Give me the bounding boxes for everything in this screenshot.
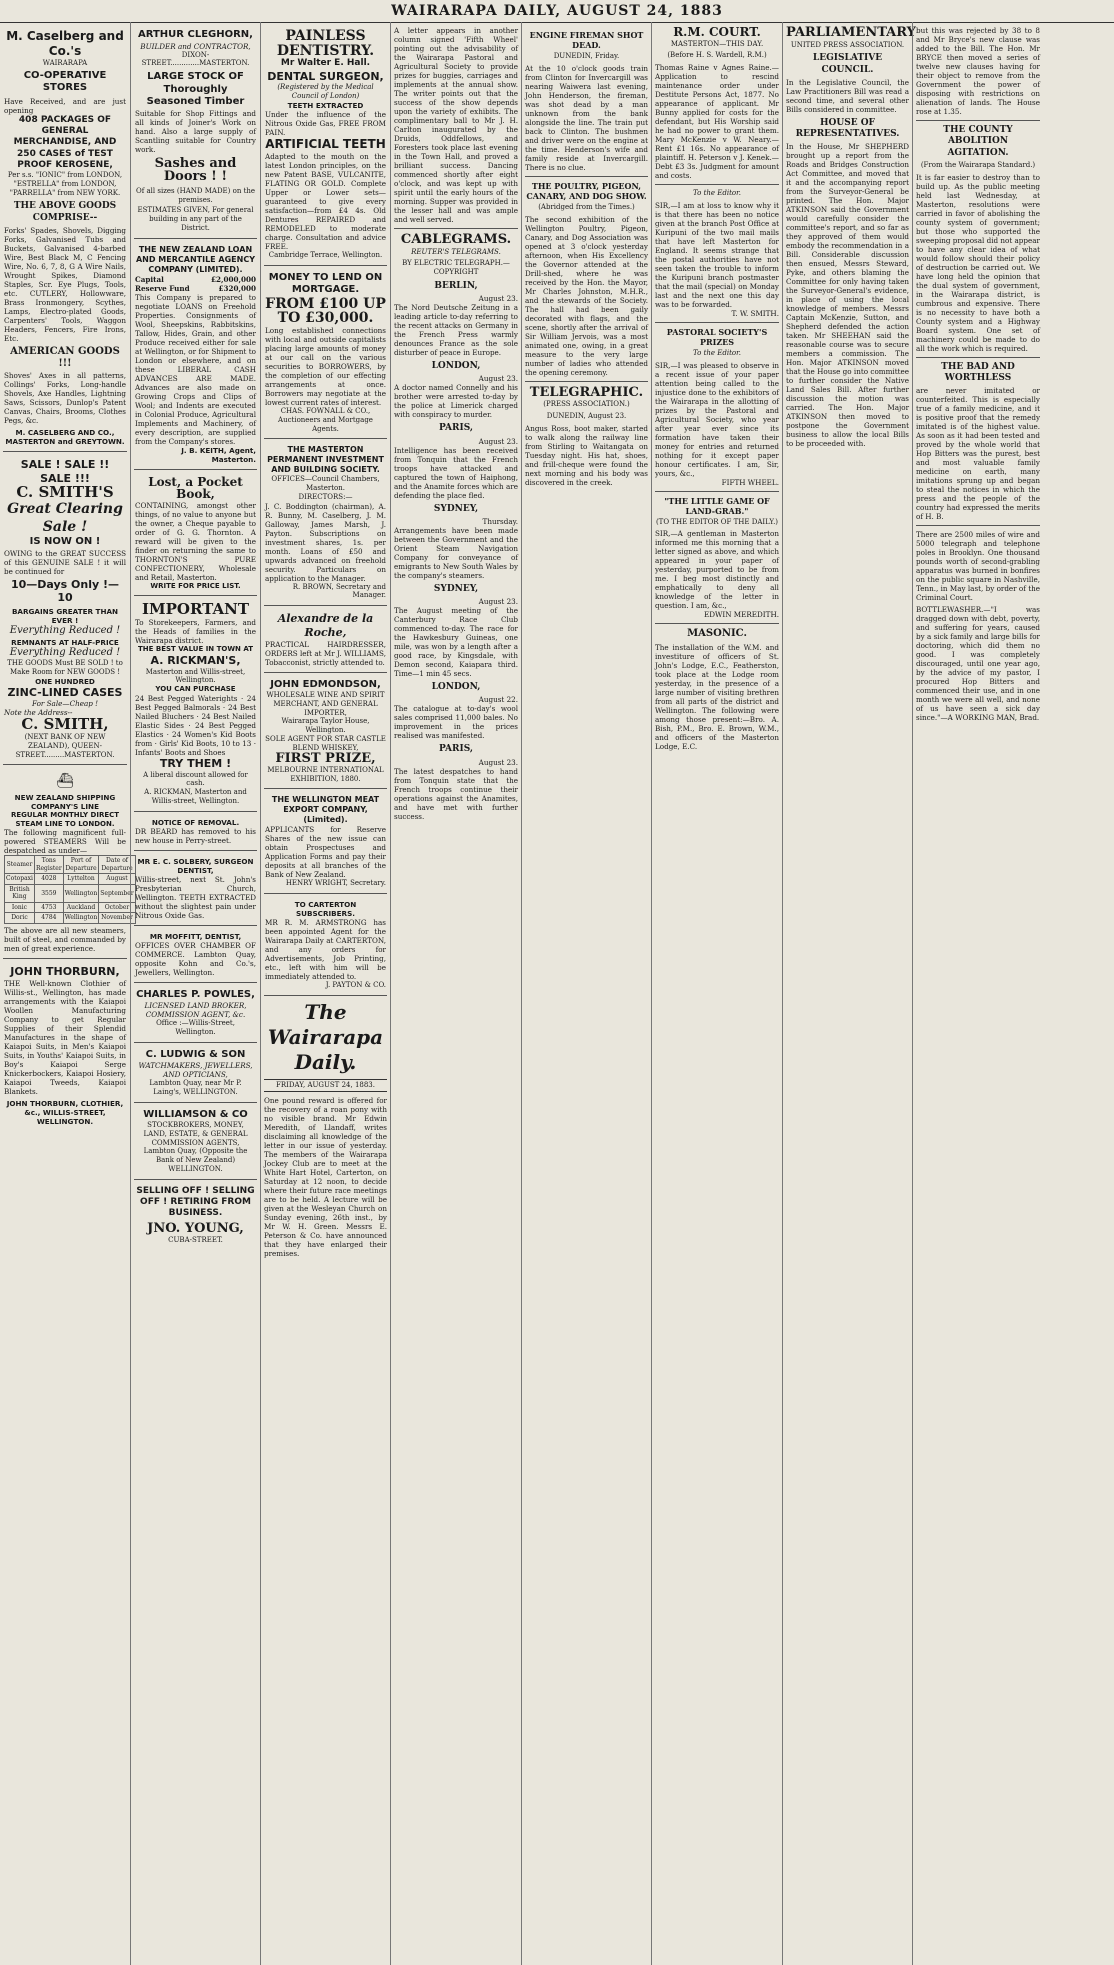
mortgage-title: MONEY TO LEND ON MORTGAGE. (268, 271, 383, 296)
hall-reg: (Registered by the Medical Council of London) (277, 83, 374, 101)
cleghorn-sashes-sub: Of all sizes (HAND MADE) on the premises. (135, 186, 256, 204)
moffitt-ad (134, 929, 257, 983)
loan-capital-row (135, 275, 256, 284)
shipping-body: The following magnificent full-powered STEAMERS Will be despatched as under— (4, 828, 126, 856)
house-title: HOUSE OF REPRESENTATIVES. (795, 117, 900, 140)
loan-reserve-label: Reserve Fund (135, 283, 190, 293)
items-body: There are 2500 miles of wire and 5000 telegraph and telephone poles in Brooklyn. One thousand pounds worth of second-grabling apparatus was burned in bonfires on the public square in Nashville, Tenn., in May last, by order of the Criminal Court. (916, 530, 1040, 602)
rickman-title: IMPORTANT (141, 600, 250, 619)
edmondson-agent: SOLE AGENT FOR STAR CASTLE BLEND WHISKEY, (265, 734, 386, 752)
table-cell: 4784 (34, 913, 63, 924)
smith-note: Note the Address-- (4, 708, 73, 718)
letter-body: SIR,—I am at loss to know why it is that there has been no notice given at the branch Post Office at Kuripuni of the two mail mails that have left Masterton for England. It seems strange that the postal authorities have not seen taken the trouble to inform the Kuripuni branch postmaster that the mail (special) on Monday last and the next one this day was to be forwarded. (655, 200, 779, 309)
table-cell: 4028 (34, 874, 63, 885)
table-cell: 3559 (34, 884, 63, 902)
column-8 (912, 22, 1043, 1965)
cable-story: Intelligence has been received from Tonquin that the French troops have attacked and captured the town of Haiphong, and the Anamite forces which are defending the place fled. (394, 445, 518, 500)
loan-reserve-value: £320,000 (218, 283, 256, 293)
column-4 (390, 22, 521, 1965)
column-3 (260, 22, 390, 1965)
dateline-date: Thursday. (482, 516, 518, 526)
meat-export-foot: HENRY WRIGHT, Secretary. (285, 879, 386, 888)
powles-title: LICENSED LAND BROKER, COMMISSION AGENT, &c. (144, 1001, 247, 1020)
masonic-title: MASONIC. (687, 628, 747, 640)
shipping-title: NEW ZEALAND SHIPPING COMPANY'S LINE (14, 792, 116, 811)
letter-title: To the Editor. (693, 189, 741, 198)
smith-hundred: ONE HUNDRED (35, 676, 95, 686)
hall-address: Cambridge Terrace, Wellington. (268, 250, 383, 259)
building-society-ad (264, 442, 387, 606)
telegraphic-date: DUNEDIN, August 23. (546, 411, 627, 420)
smith-reduced: Everything Reduced ! (9, 625, 121, 636)
land-grab-sign: EDWIN MEREDITH. (703, 610, 779, 620)
table-cell: Lyttelton (63, 874, 99, 885)
cable-story: The August meeting of the Canterbury Race Club commenced to-day. The race for the Hawkesbury Guineas, one mile, was won by a length after a good race, by Kingsdale, with Demon second, Kaiapara third. Time—1 min 45 secs. (394, 606, 518, 679)
ludwig-ad (134, 1046, 257, 1103)
shipping-table (4, 855, 136, 924)
parliamentary-sub: UNITED PRESS ASSOCIATION. (790, 40, 905, 49)
edmondson-address: Wairarapa Taylor House, Wellington. (281, 717, 370, 734)
land-grab-body: SIR,—A gentleman in Masterton informed me this morning that a letter signed as above, and which appeared in your paper of yesterday, purported to be from me. I beg most distinctly and emphatically to deny all knowledge of the letter in question. I am, &c., (655, 529, 779, 611)
court-body: Thomas Raine v Agnes Raine.—Application to rescind maintenance order under Destitute Persons Act, 1877. No appearance of applicant. Mr Bunny applied for costs for the defendant, but His Worship said he had no power to grant them. Mary McKenzie v W. Neary.—Rent £1 16s. No appearance of plaintiff. H. Peterson v J. Kenek.—Debt £3 3s. Judgment for amount and costs. (655, 63, 779, 181)
meat-export-title: THE WELLINGTON MEAT EXPORT COMPANY, (Limited). (271, 795, 380, 825)
removal-ad (134, 815, 257, 851)
table-row (5, 884, 136, 902)
table-cell: November (99, 913, 135, 924)
dateline-date: August 23. (478, 757, 518, 767)
hall-title: PAINLESS DENTISTRY. (276, 28, 375, 59)
court-before: (Before H. S. Wardell, R.M.) (667, 51, 767, 60)
bad-worthless-title: THE BAD AND WORTHLESS (941, 361, 1015, 383)
caselberg-packages: 408 PACKAGES OF GENERAL MERCHANDISE, AND (13, 114, 117, 148)
mortgage-ad (264, 269, 387, 440)
williamson-ad (134, 1106, 257, 1180)
solbery-body: Willis-street, next St. John's Presbyterian Church, Wellington. TEETH EXTRACTED without the slightest pain under Nitrous Oxide Gas. (135, 874, 256, 920)
young-address: CUBA-STREET. (168, 1236, 223, 1245)
caselberg-ad (3, 26, 127, 452)
rickman-address: Masterton and Willis-street, Wellington. (145, 667, 246, 685)
removal-body: DR BEARD has removed to his new house in Perry-street. (135, 826, 256, 845)
loan-agency-title: THE NEW ZEALAND LOAN AND MERCANTILE AGENCY COMPANY (LIMITED). (135, 244, 256, 274)
carterton-body: MR R. M. ARMSTRONG has been appointed Agent for the Wairarapa Daily at CARTERTON, and any orders for Advertisements, Job Printing, etc., left with him will be immediately attended to. (265, 918, 386, 982)
cleghorn-stock: LARGE STOCK OF Thoroughly Seasoned Timber (146, 71, 245, 107)
shipping-regular: REGULAR MONTHLY DIRECT STEAM LINE TO LONDON. (10, 810, 120, 828)
news-body: A letter appears in another column signed 'Fifth Wheel' pointing out the advisability of the Wairarapa Pastoral and Agricultural Society to provide prizes for buggies, carriages and implements at the annual show. The writer points out that the success of the show depends upon the variety of exhibits. The complimentary ball to Mr J. H. Carlton inaugurated by the Druids, Oddfellows, and Foresters took place last evening in the Town Hall, and proved a brilliant success. Dancing commenced shortly after eight o'clock, and was kept up with spirit until the early hours of the morning. Supper was provided in the lesser hall and was ample and well served. (394, 26, 518, 224)
smith-sale: SALE ! SALE !! SALE !!! (20, 457, 110, 485)
fireman-title: ENGINE FIREMAN SHOT DEAD. (529, 30, 644, 50)
ludwig-address: Lambton Quay, near Mr P. Laing's, WELLINGTON. (149, 1079, 242, 1096)
roche-name: Alexandre de la Roche, (277, 612, 374, 639)
edmondson-exhibit: MELBOURNE INTERNATIONAL EXHIBITION, 1880. (267, 765, 384, 783)
caselberg-body: Have Received, and are just opening (4, 96, 126, 115)
pastoral-title: PASTORAL SOCIETY'S PRIZES (666, 326, 768, 347)
smith-reduced-2: Everything Reduced ! (9, 646, 121, 658)
mortgage-foot: CHAS. FOWNALL & CO., Auctioneers and Mortgage Agents. (278, 407, 373, 433)
land-grab-title: "THE LITTLE GAME OF LAND-GRAB." (664, 495, 770, 516)
cable-story: Arrangements have been made between the Government and the Orient Steam Navigation Company for conveyance of emigrants to New South Wales by the company's steamers. (394, 525, 518, 580)
meat-export-body: APPLICANTS for Reserve Shares of the new issue can obtain Prospectuses and Application Forms and pay their deposits at all branches of the Bank of New Zealand. (265, 825, 386, 880)
divider (394, 228, 518, 229)
smith-owing: OWING to the GREAT SUCCESS of this GENUINE SALE ! it will be continued for (4, 548, 126, 576)
thorburn-name: JOHN THORBURN, (10, 964, 120, 978)
items-body-2: BOTTLEWASHER.—"I was dragged down with debt, poverty, and suffering for years, caused by a sick family and large bills for doctoring, which did them no good. I was completely discouraged, until one year ago, by the advice of my pastor, I procured Hop Bitters and commenced their use, and in one month we were all well, and none of us have seen a sick day since."—A WORKING MAN, Brad. (916, 605, 1040, 722)
cleghorn-body: Suitable for Shop Fittings and all kinds of Joiner's Work on hand. Also a large supply of Scantling suitable for Country work. (135, 108, 256, 154)
divider (655, 184, 779, 185)
williamson-address: Lambton Quay, (Opposite the Bank of New Zealand) WELLINGTON. (143, 1147, 248, 1173)
poultry-show-title: THE POULTRY, PIGEON, CANARY, AND DOG SHOW. (526, 180, 647, 201)
rickman-body: To Storekeepers, Farmers, and the Heads of families in the Wairarapa district. (135, 618, 256, 646)
thorburn-ad (3, 962, 127, 1131)
house-body: In the House, Mr SHEPHERD brought up a report from the Roads and Bridges Construction Act Committee, and moved that it and the accompanying report from the Surveyor-General be printed. The Hon. Major ATKINSON said the Government would carefully consider the committee's report, and so far as they approved of them would embody the recommendation in a Bill. Considerable discussion then ensued, Messrs Steward, Pyke, and others blaming the Committee for only having taken the Surveyor-General's evidence, in place of using the local knowledge of members. Messrs Captain McKenzie, Sutton, and Shepherd defended the action taken. Mr SHEEHAN said the reasonable course was to secure members a commission. The Hon. Major ATKINSON moved that the House go into committee to further consider the Native Land Sales Bill. After further discussion the motion was carried. The Hon. Major ATKINSON then moved to postpone the Government business to allow the local Bills to be proceeded with. (786, 142, 909, 449)
table-cell: Cotopaxi (6, 875, 33, 883)
parliament-continued: but this was rejected by 38 to 8 and Mr Bryce's new clause was added to the Bill. The Hon. Mr BRYCE then moved a series of twelve new clauses having for their object to remove from the Government the power of disposing with restrictions on alienation of lands. The House rose at 1.35. (916, 26, 1040, 116)
shipping-col-header: Tons Register (35, 857, 62, 872)
pastoral-body: SIR,—I was pleased to observe in a recent issue of your paper attention being called to the injustice done to the exhibitors of the Wairarapa in the allotting of prizes by the Pastoral and Agricultural Society, who year after year ever since its formation have taken their money for entries and returned nothing for it except paper honour certificates. I am, Sir, yours, &c., (655, 360, 779, 478)
young-name: JNO. YOUNG, (147, 1221, 244, 1237)
caselberg-american-body: Shoves' Axes in all patterns, Collings' Forks, Long-handle Shovels, Axe Handles, Lightning Saws, Scissors, Dunlop's Patent Canvas, Chairs, Brooms, Clothes Pegs, &c. (4, 370, 126, 425)
hall-body: Under the influence of the Nitrous Oxide Gas, FREE FROM PAIN. (265, 109, 386, 137)
table-row (5, 874, 136, 885)
carterton-title: TO CARTERTON SUBSCRIBERS. (294, 900, 357, 919)
caselberg-goods-body: Forks' Spades, Shovels, Digging Forks, Galvanised Tubs and Buckets, Galvanised 4-barbed Wire, Best Black M, C Fencing Wire, No. 6, 7, 8, G A Wire Nails, Wrought Spikes, Diamond Staples, Scr. Eye Plugs, Tools, etc. CUTLERY, Hollowware, Brass Ironmongery, Scythes, Lamps, Electro-plated Goods, Carpenters' Tools, Waggon Headers, Fencers, Fire Irons, Etc. (4, 225, 126, 343)
smith-ad (3, 455, 127, 766)
caselberg-footer: M. CASELBERG AND CO., MASTERTON and GREYTOWN. (5, 427, 125, 446)
caselberg-brands: Per s.s. "IONIC" from LONDON, "ESTRELLA" from LONDON, "PARRELLA" from NEW YORK. (7, 171, 123, 197)
roche-body: PRACTICAL HAIRDRESSER, ORDERS left at Mr J. WILLIAMS, Tobacconist, strictly attended to. (265, 639, 386, 667)
legislative-council-body: In the Legislative Council, the Law Practitioners Bill was read a second time, and several other Bills considered in committee. (786, 77, 909, 114)
fireman-sub: DUNEDIN, Friday. (553, 52, 620, 60)
edmondson-trade: WHOLESALE WINE AND SPIRIT MERCHANT, AND GENERAL IMPORTER, (266, 691, 385, 717)
powles-address: Office :—Willis-Street, Wellington. (156, 1019, 235, 1036)
smith-now: IS NOW ON ! (29, 536, 101, 547)
columns (0, 22, 1114, 1965)
column-2 (130, 22, 260, 1965)
pastoral-sub: To the Editor. (693, 348, 741, 357)
removal-title: NOTICE OF REMOVAL. (151, 817, 240, 827)
dateline: LONDON, (431, 361, 481, 372)
building-society-foot: R. BROWN, Secretary and Manager. (292, 582, 386, 600)
rickman-ad (134, 599, 257, 811)
caselberg-american: AMERICAN GOODS !!! (10, 345, 120, 370)
abolition-body: It is far easier to destroy than to build up. As the public meeting held last Wednesday, at Masterton, resolutions were carried in favor of abolishing the county system of government; but those who supported the sweeping proposal did not appear to have any clear idea of what would follow should their policy of destruction be carried out. We have long held the opinion that the dual system of government, in the Wairarapa district, is cumbrous and expensive. There is no necessity to have both a County system and a Highway Board system. One set of machinery could be made to do all the work which is required. (916, 172, 1040, 353)
table-cell: Auckland (63, 902, 99, 913)
hall-artificial: ARTIFICIAL TEETH (265, 136, 386, 151)
powles-name: CHARLES P. POWLES, (136, 988, 255, 1000)
cleghorn-estimates: ESTIMATES GIVEN, For general building in any part of the District. (137, 206, 254, 232)
pastoral-sign: FIFTH WHEEL. (721, 477, 779, 487)
smith-goods: THE GOODS Must BE SOLD ! to Make Room for NEW GOODS ! (7, 659, 123, 676)
bad-worthless-body: are never imitated or counterfeited. This is especially true of a family medicine, and it is positive proof that the remedy imitated is of the highest value. As soon as it had been tested and proved by the whole world that Hop Bitters was the purest, best and most valuable family medicine on earth, many imitations sprung up and began to steal the notices in which the press and the people of the country had expressed the merits of H. B. (916, 386, 1040, 521)
table-cell: October (99, 902, 135, 913)
thorburn-body: THE Well-known Clothier of Willis-st., Wellington, has made arrangements with the Kaiapoi Woollen Manufacturing Company to get Regular Supplies of their Splendid Manufactures in the shape of Kaiapoi Suits, in Men's Kaiapoi Suits, in Youths' Kaiapoi Suits, in Boy's Kaiapoi Serge Knickerbockers, Kaiapoi Hosiery, Kaiapoi Tweeds, Kaiapoi Blankets. (4, 978, 126, 1096)
poultry-show-body: The second exhibition of the Wellington Poultry, Pigeon, Canary, and Dog Association was opened at 3 o'clock yesterday afternoon, when His Excellency the Governor attended at the Drill-shed, where he was received by the Hon. the Mayor, Mr Charles Johnston, M.H.R., and the stewards of the Society. The hall had been gaily decorated with flags, and the scene, shortly after the arrival of Sir William Jervois, was a most animated one, owing, in a great measure to the very large number of ladies who attended the opening ceremony. (525, 214, 648, 377)
masonic-body: The installation of the W.M. and investiture of officers of St. John's Lodge, E.C., Featherston, took place at the Lodge room yesterday, in the presence of a large number of visiting brethren from all parts of the district and Wellington. The following were among those present:—Bro. A. Bish, P.M., Bro. E. Brown, W.M., and officers of the Masterton Lodge, E.C. (655, 642, 779, 751)
smith-remnants: REMNANTS AT HALF-PRICE (11, 637, 119, 647)
rickman-discount: A liberal discount allowed for cash. (143, 770, 248, 788)
table-cell: Doric (5, 913, 35, 924)
dateline-date: August 23. (478, 436, 518, 446)
shipping-col-header: Steamer (5, 856, 35, 874)
column-1 (0, 22, 134, 1965)
rickman-items: 24 Best Pegged Waterights · 24 Best Pegged Balmorals · 24 Best Nailed Bluchers · 24 Best Nailed Elastic Sides · 24 Best Pegged Elastics · 24 Women's Kid Boots from · Girls' Kid Boots, 10 to 13 · Infants' Boots and Shoes (135, 693, 256, 757)
solbery-name: MR E. C. SOLBERY, SURGEON DENTIST, (137, 856, 254, 875)
young-title: SELLING OFF ! SELLING OFF ! RETIRING FROM BUSINESS. (136, 1185, 255, 1219)
cleghorn-sashes: Sashes and Doors ! ! (154, 155, 237, 185)
caselberg-sub: WAIRARAPA (42, 59, 88, 67)
loan-capital-label: Capital (135, 274, 164, 284)
table-cell: British King (5, 884, 35, 902)
edmondson-prize: FIRST PRIZE, (275, 751, 376, 767)
building-society-body: J. C. Boddington (chairman), A. R. Bunny, M. Caselberg, J. M. Galloway, James Marsh, J. Payton. Subscriptions on investment shares, 1s. per month. Loans of £50 and upwards advanced on freehold security. Particulars on application to the Manager. (265, 501, 386, 583)
building-society-title: THE MASTERTON PERMANENT INVESTMENT AND BUILDING SOCIETY. (267, 445, 384, 475)
caselberg-goods-head: THE ABOVE GOODS COMPRISE-- (13, 201, 117, 223)
smith-great: Great Clearing Sale ! (7, 501, 123, 535)
dateline: PARIS, (438, 423, 474, 434)
table-cell: September (99, 884, 135, 902)
smith-name: C. SMITH'S (16, 483, 114, 502)
cleghorn-ad (134, 26, 257, 239)
cablegrams-title: CABLEGRAMS. (400, 232, 512, 247)
abolition-sub: (From the Wairarapa Standard.) (920, 160, 1036, 169)
loan-agency-foot: J. B. KEITH, Agent, Masterton. (181, 445, 256, 464)
legislative-council-title: LEGISLATIVE COUNCIL. (812, 53, 883, 75)
caselberg-title: M. Caselberg and Co.'s (6, 29, 124, 58)
cleghorn-address: DIXON-STREET.............MASTERTON. (141, 50, 250, 68)
loan-agency-ad (134, 242, 257, 470)
carterton-foot: J. PAYTON & CO. (325, 981, 386, 990)
shipping-col-header: Date of Departure (99, 856, 135, 874)
carterton-ad (264, 897, 387, 996)
dateline: LONDON, (431, 682, 481, 693)
cable-story: A doctor named Connelly and his brother were arrested to-day by the police at Limerick charged with conspiracy to murder. (394, 383, 518, 420)
divider (916, 357, 1040, 358)
hall-surgeon: DENTAL SURGEON, (267, 69, 384, 83)
table-row (5, 902, 136, 913)
cablegrams-sub: REUTER'S TELEGRAMS. (411, 247, 501, 256)
cable-story: The catalogue at to-day's wool sales comprised 11,000 bales. No improvement in the prices realised was manifested. (394, 704, 518, 741)
column-7 (782, 22, 916, 1965)
parliamentary-title: PARLIAMENTARY (786, 25, 916, 40)
loan-reserve-row (135, 284, 256, 293)
shipping-ad (3, 768, 134, 959)
dateline-date: August 23. (478, 294, 518, 304)
poultry-show-sub: (Abridged from the Times.) (538, 202, 635, 211)
smith-bargains: BARGAINS GREATER THAN EVER ! (11, 607, 119, 625)
shipping-col-header: Port of Departure (63, 856, 99, 874)
roche-ad (264, 609, 387, 673)
moffitt-body: OFFICES OVER CHAMBER OF COMMERCE. Lambton Quay, opposite Kohn and Co.'s, Jewellers, Wellington. (135, 940, 256, 977)
mortgage-body: Long established connections with local and outside capitalists placing large amounts of money at our call on the various securities to BORROWERS, by the completion of our effecting arrangements at once. Borrowers may negotiate at the lowest current rates of interest. (265, 326, 386, 407)
rickman-name: A. RICKMAN'S, (150, 653, 241, 667)
column-6 (651, 22, 782, 1965)
thorburn-foot: JOHN THORBURN, CLOTHIER, &c., WILLIS-STREET, WELLINGTON. (6, 1098, 124, 1126)
hall-extracted: TEETH EXTRACTED (287, 100, 364, 110)
edmondson-name: JOHN EDMONDSON, (270, 678, 381, 690)
cleghorn-trade: BUILDER and CONTRACTOR, (140, 41, 251, 51)
shipping-table-head (5, 856, 136, 874)
shipping-foot: The above are all new steamers, built of steel, and commanded by men of great experience. (4, 925, 126, 953)
williamson-trade: STOCKBROKERS, MONEY, LAND, ESTATE, & GENERAL COMMISSION AGENTS, (143, 1121, 248, 1147)
caselberg-cases: 250 CASES of TEST PROOF KEROSENE, (17, 148, 113, 170)
divider (916, 525, 1040, 526)
powles-ad (134, 986, 257, 1043)
ship-icon: ⛴ (56, 773, 74, 790)
dateline-date: August 22. (478, 695, 518, 705)
divider (655, 322, 779, 323)
hall-name: Mr Walter E. Hall. (280, 58, 371, 69)
smith-days: 10—Days Only !—10 (10, 577, 120, 605)
table-cell: August (99, 874, 135, 885)
table-cell: Ionic (5, 902, 35, 913)
paper-date: FRIDAY, AUGUST 24, 1883. (264, 1079, 387, 1092)
rickman-try: TRY THEM ! (159, 756, 232, 770)
edmondson-ad (264, 676, 387, 790)
dateline-date: August 23. (478, 374, 518, 384)
dateline: SYDNEY, (433, 583, 479, 594)
moffitt-name: MR MOFFITT, DENTIST, (149, 931, 242, 941)
hall-dentist-ad (264, 26, 387, 266)
telegraphic-body: Angus Ross, boot maker, started to walk along the railway line from Stirling to Waitangata on Tuesday night. His hat, shoes, and frill-cheque were found the next morning and his body was discovered in the creek. (525, 423, 648, 487)
cleghorn-name: ARTHUR CLEGHORN, (138, 29, 253, 40)
hall-body-2: Adapted to the mouth on the latest London principles, on the new Patent BASE, VULCANITE, FLATING OR GOLD. Complete Upper or Lower sets—guaranteed to give every satisfaction—from £4 4s. Old Dentures REPAIRED and REMODELED to moderate charge. Consultation and advice FREE. (265, 151, 386, 251)
cable-story: The latest despatches to hand from Tonquin state that the French troops continue their operations against the Anamites, and have met with further success. (394, 766, 518, 821)
divider (655, 623, 779, 624)
leader-body: One pound reward is offered for the recovery of a roan pony with no visible brand. Mr Edwin Meredith, of Llandaff, writes disclaiming all knowledge of the letter in our issue of yesterday. The members of the Wairarapa Jockey Club are to meet at the White Hart Hotel, Carterton, on Saturday at 12 noon, to decide where their future race meetings are to be held. A lecture will be given at the Wesleyan Church on Sunday evening, 26th inst., by Mr W. H. Green. Messrs E. Peterson & Co. have announced that they have enlarged their premises. (264, 1095, 387, 1258)
building-society-office: OFFICES—Council Chambers, Masterton. (271, 475, 380, 492)
solbery-ad (134, 854, 257, 926)
caselberg-stores: CO-OPERATIVE STORES (23, 69, 107, 94)
building-society-directors: DIRECTORS:— (298, 492, 353, 501)
divider (525, 381, 648, 382)
rickman-purchase: YOU CAN PURCHASE (155, 685, 236, 694)
divider (655, 491, 779, 492)
loan-capital-value: £2,000,000 (210, 274, 256, 284)
dateline: SYDNEY, (433, 503, 479, 514)
divider (916, 120, 1040, 121)
column-5 (521, 22, 651, 1965)
loan-agency-body: This Company is prepared to negotiate LOANS on Freehold Properties. Consignments of Wool, Sheepskins, Rabbitskins, Tallow, Hides, Grain, and other Produce received either for sale at Wellington, or for Shipment to London or elsewhere, and on these LIBERAL CASH ADVANCES ARE MADE. Advances are also made on Growing Crops and Clips of Wool; and Indents are executed in Colonial Produce, Agricultural Implements and Machinery, of every description, are supplied from the Company's stores. (135, 292, 256, 446)
abolition-title: THE COUNTY ABOLITION AGITATION. (943, 125, 1013, 158)
ludwig-name: C. LUDWIG & SON (145, 1048, 246, 1060)
rickman-foot: A. RICKMAN, Masterton and Willis-street, Wellington. (144, 788, 247, 805)
divider (525, 176, 648, 177)
fireman-body: At the 10 o'clock goods train from Clinton for Invercargill was nearing Waiwera last evening, John Henderson, the fireman, was shot dead by a man unknown from the bank alongside the line. The train put back to Clinton. The bushmen and driver were on the engine at the time. Henderson's wife and family reside at Invercargill. There is no clue. (525, 63, 648, 172)
paper-title: The Wairarapa Daily. (267, 999, 384, 1074)
cable-story: The Nord Deutsche Zeitung in a leading article to-day referring to the recent attacks on Germany in the French Press warmly denounces France as the sole disturber of peace in Europe. (394, 303, 518, 358)
telegraphic-title: TELEGRAPHIC. (529, 384, 644, 400)
rickman-best: THE BEST VALUE IN TOWN AT (138, 645, 253, 654)
meat-export-ad (264, 792, 387, 894)
smith-address: (NEXT BANK OF NEW ZEALAND), QUEEN-STREET.........MASTERTON. (15, 733, 115, 759)
smith-cheap: For Sale—Cheap ! (31, 699, 99, 709)
dateline: PARIS, (438, 744, 474, 755)
pocket-book-body: CONTAINING, amongst other things, of no value to anyone but the owner, a Cheque payable to order of G. G. Thornton. A reward will be given to the finder on returning the same to THORNTON'S PURE CONFECTIONERY, Wholesale and Retail, Masterton. (135, 500, 256, 582)
smith-name-2: C. SMITH, (21, 715, 109, 734)
letter-sign: T. W. SMITH. (731, 308, 779, 318)
dateline-date: August 23. (478, 597, 518, 607)
masthead-bar (0, 0, 1114, 23)
pocket-book-ad (134, 473, 257, 597)
dateline: BERLIN, (434, 280, 478, 291)
land-grab-sub: (TO THE EDITOR OF THE DAILY.) (655, 517, 779, 526)
table-cell: Wellington (63, 884, 99, 902)
cablegrams-by: BY ELECTRIC TELEGRAPH.—COPYRIGHT (402, 259, 510, 277)
masthead-title: WAIRARAPA DAILY, AUGUST 24, 1883 (391, 3, 723, 19)
williamson-name: WILLIAMSON & CO (143, 1108, 248, 1120)
young-ad (134, 1183, 257, 1250)
telegraphic-sub: (PRESS ASSOCIATION.) (543, 400, 630, 409)
court-title: R.M. COURT. (673, 25, 761, 39)
mortgage-amount: FROM £100 UP TO £30,000. (265, 295, 386, 327)
ludwig-trade: WATCHMAKERS, JEWELLERS, AND OPTICIANS, (138, 1061, 253, 1080)
table-row (5, 913, 136, 924)
table-cell: 4753 (34, 902, 63, 913)
court-sub: MASTERTON—THIS DAY. (670, 39, 764, 48)
smith-zinc: ZINC-LINED CASES (7, 685, 123, 699)
table-cell: Wellington (64, 914, 98, 922)
pocket-book-foot: WRITE FOR PRICE LIST. (150, 581, 241, 590)
pocket-book-title: Lost, a Pocket Book, (148, 474, 243, 502)
